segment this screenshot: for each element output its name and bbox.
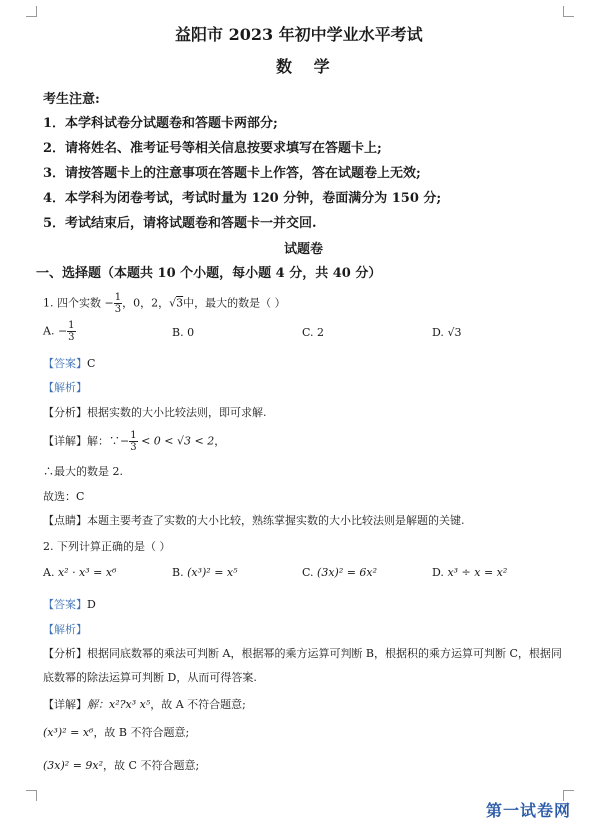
crop-mark-top-right	[563, 6, 574, 17]
q1-option-a-letter: A.	[43, 324, 55, 338]
q2-detail-text-3: ，故 C 不符合题意;	[103, 759, 200, 772]
q2-option-c-text: (3x)² = 6x²	[317, 566, 378, 579]
q1-option-d-text: √3	[447, 326, 462, 339]
q1-detail-suffix: ，	[214, 434, 226, 448]
q2-detail-line-1	[43, 696, 246, 712]
q1-option-b-letter: B.	[172, 326, 184, 339]
q1-comment	[43, 512, 465, 528]
q2-option-a-text: x² · x³ = x⁶	[57, 566, 117, 579]
brand-watermark: 第一试卷网	[486, 801, 572, 820]
q1-answer-tag: 【答案】	[43, 357, 87, 370]
q2-option-d	[432, 566, 507, 579]
q1-analysis-text: 根据实数的大小比较法则，即可求解.	[87, 406, 267, 419]
q2-answer	[43, 596, 96, 612]
notice-item-5: 5．考试结束后，请将试题卷和答题卡一并交回.	[43, 216, 317, 231]
q1-detail-prefix: 解：∵	[87, 434, 120, 448]
q1-option-a-minus: −	[57, 324, 68, 338]
q2-detail-line-3	[43, 757, 199, 773]
q1-detail-minus: −	[120, 434, 130, 448]
q1-detail	[43, 430, 225, 453]
q1-option-c	[302, 326, 324, 339]
q1-option-d-letter: D.	[432, 326, 444, 339]
q1-analysis	[43, 404, 267, 420]
q1-stem-mid: ，0，2，	[122, 296, 170, 310]
q2-option-c	[302, 566, 377, 579]
q2-answer-value: D	[87, 598, 96, 611]
q2-analysis-tag: 【解析】	[43, 623, 87, 636]
q1-option-a-fraction	[67, 320, 75, 343]
q1-stem	[43, 292, 286, 315]
q2-option-b-letter: B.	[172, 566, 184, 579]
notice-item-1: 1．本学科试卷分试题卷和答题卡两部分;	[43, 116, 278, 131]
q1-detail-fraction	[129, 430, 137, 453]
q1-comment-label: 【点睛】	[43, 514, 87, 527]
q1-option-c-letter: C.	[302, 326, 314, 339]
q2-option-c-letter: C.	[302, 566, 314, 579]
q1-detail-label: 【详解】	[43, 434, 87, 448]
q2-detail-expr-1: 解：x²?x³ x⁵	[87, 698, 151, 711]
q2-option-b-text: (x³)² = x⁵	[187, 566, 238, 579]
q2-option-a-letter: A.	[43, 566, 55, 579]
q1-choose: 故选：C	[43, 490, 85, 503]
crop-mark-bottom-left	[26, 790, 37, 801]
q1-frac-num: 1	[114, 292, 122, 303]
q1-fraction	[114, 292, 122, 315]
q1-detail-den: 3	[130, 442, 137, 453]
q2-detail-expr-3: (3x)² = 9x²	[43, 759, 104, 772]
q1-answer	[43, 355, 95, 371]
q2-stem: 2. 下列计算正确的是（ ）	[43, 540, 171, 553]
q1-analysis-label: 【分析】	[43, 406, 87, 419]
q2-option-b	[172, 566, 238, 579]
notice-heading: 考生注意:	[43, 92, 100, 107]
section-heading: 一、选择题（本题共 10 个小题，每小题 4 分，共 40 分）	[36, 266, 382, 281]
q2-detail-expr-2: (x³)² = x⁶	[43, 726, 94, 739]
paper-label: 试题卷	[284, 242, 324, 257]
q2-analysis-label: 【分析】	[43, 647, 87, 660]
subject-title: 数 学	[276, 57, 338, 76]
q2-option-d-letter: D.	[432, 566, 444, 579]
q1-detail-num: 1	[130, 430, 137, 441]
q2-answer-tag: 【答案】	[43, 598, 87, 611]
q1-stem-prefix: 1. 四个实数	[43, 296, 101, 310]
q2-analysis-text-1: 根据同底数幂的乘法可判断 A，根据幂的乘方运算可判断 B，根据积的乘方运算可判断 C，根据同	[87, 647, 562, 660]
notice-item-2: 2．请将姓名、准考证号等相关信息按要求填写在答题卡上;	[43, 141, 382, 156]
q1-sqrt-symbol: √	[169, 296, 177, 310]
q2-option-d-text: x³ ÷ x = x²	[447, 566, 508, 579]
q1-option-a-num: 1	[68, 320, 75, 331]
q1-option-b-text: 0	[187, 326, 195, 339]
q1-answer-value: C	[87, 357, 96, 370]
q1-minus: −	[104, 296, 114, 310]
q2-detail-label: 【详解】	[43, 698, 87, 711]
q1-option-a-den: 3	[68, 332, 75, 343]
q1-conclusion: ∴最大的数是 2.	[43, 465, 123, 478]
q2-detail-text-1: ，故 A 不符合题意;	[150, 698, 246, 711]
q2-analysis-line-2: 底数幂的除法运算可判断 D，从而可得答案.	[43, 671, 257, 684]
q1-analysis-tag: 【解析】	[43, 381, 87, 394]
page-title: 益阳市 2023 年初中学业水平考试	[175, 25, 423, 44]
q1-option-a	[43, 320, 76, 343]
q1-detail-expr: < 0 < √3 < 2	[141, 434, 215, 448]
q2-detail-text-2: ，故 B 不符合题意;	[93, 726, 190, 739]
notice-item-4: 4．本学科为闭卷考试，考试时量为 120 分钟，卷面满分为 150 分;	[43, 191, 442, 206]
crop-mark-top-left	[26, 6, 37, 17]
q1-frac-den: 3	[114, 304, 122, 315]
q1-option-d	[432, 326, 461, 339]
q1-stem-suffix: 中，最大的数是（ ）	[183, 296, 286, 310]
q1-option-b	[172, 326, 194, 339]
q2-analysis-line-1	[43, 645, 562, 661]
q1-option-c-text: 2	[317, 326, 325, 339]
q1-comment-text: 本题主要考查了实数的大小比较，熟练掌握实数的大小比较法则是解题的关键.	[87, 514, 465, 527]
q2-detail-line-2	[43, 724, 189, 740]
notice-item-3: 3．请按答题卡上的注意事项在答题卡上作答，答在试题卷上无效;	[43, 166, 421, 181]
q1-sqrt-arg: 3	[176, 296, 184, 310]
q2-option-a	[43, 566, 117, 579]
